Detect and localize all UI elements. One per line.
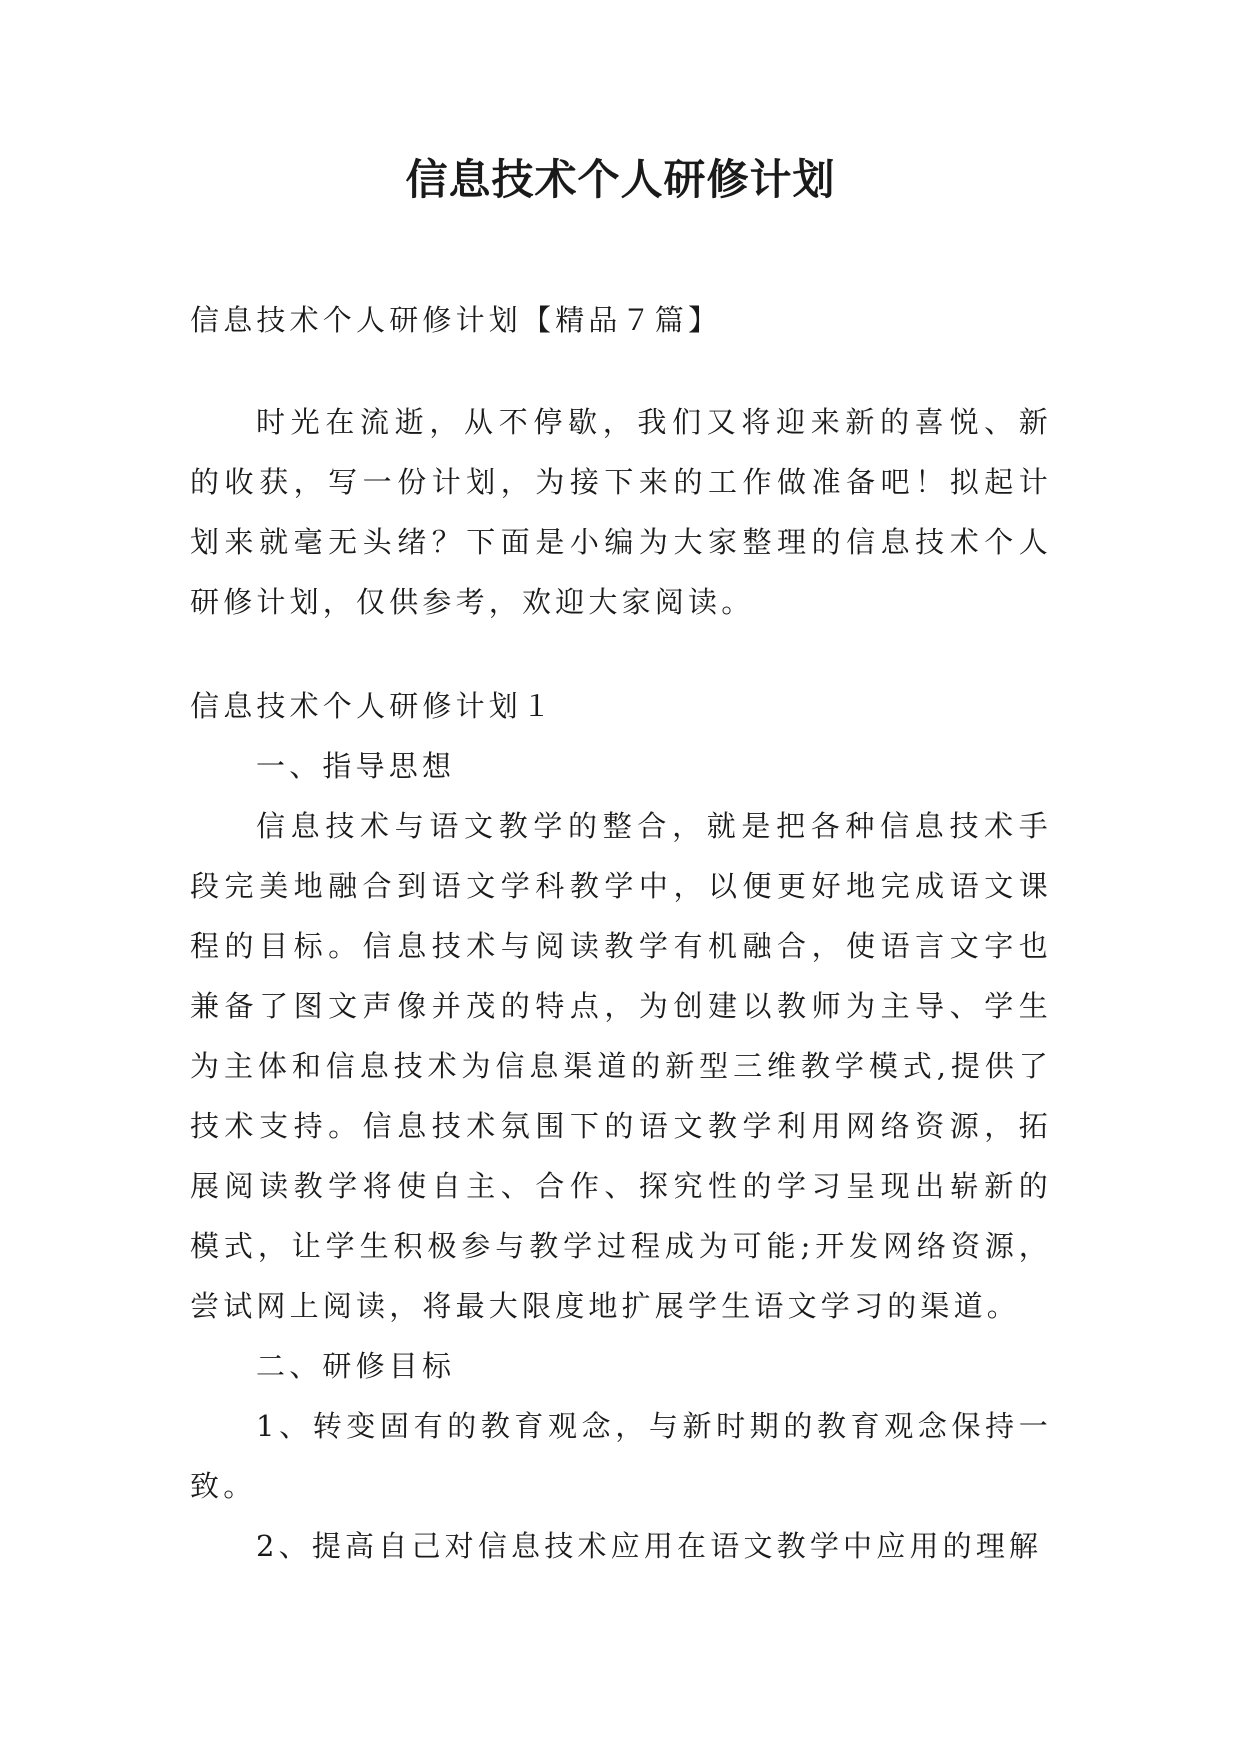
section-heading: 信息技术个人研修计划１	[190, 689, 556, 723]
document-body	[190, 290, 1052, 1576]
intro-paragraph: 时光在流逝，从不停歇，我们又将迎来新的喜悦、新的收获，写一份计划，为接下来的工作做准备吧！拟起计划来就毫无头绪？下面是小编为大家整理的信息技术个人研修计划，仅供参考，欢迎大家阅读。	[190, 405, 1052, 619]
page-title: 信息技术个人研修计划	[405, 155, 836, 204]
part1-paragraph: 信息技术与语文教学的整合，就是把各种信息技术手段完美地融合到语文学科教学中，以便更好地完成语文课程的目标。信息技术与阅读教学有机融合，使语言文字也兼备了图文声像并茂的特点，为创建以教师为主导、学生为主体和信息技术为信息渠道的新型三维教学模式,提供了技术支持。信息技术氛围下的语文教学利用网络资源，拓展阅读教学将使自主、合作、探究性的学习呈现出崭新的模式，让学生积极参与教学过程成为可能;开发网络资源，尝试网上阅读，将最大限度地扩展学生语文学习的渠道。	[190, 809, 1052, 1323]
part2-heading: 二、研修目标	[256, 1349, 456, 1383]
document-subtitle: 信息技术个人研修计划【精品７篇】	[190, 303, 722, 337]
goal-item: 1、转变固有的教育观念，与新时期的教育观念保持一致。	[190, 1409, 1052, 1503]
goal-item: 2、提高自己对信息技术应用在语文教学中应用的理解	[256, 1529, 1043, 1563]
part1-heading: 一、指导思想	[256, 749, 456, 783]
